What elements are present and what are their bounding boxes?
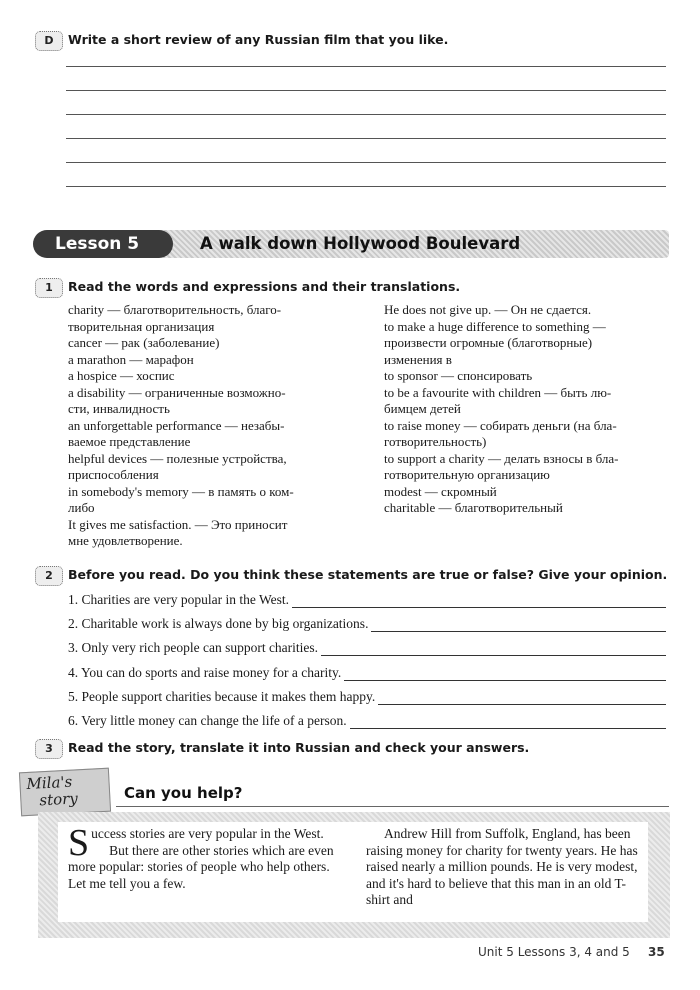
vocab-line: to make a huge difference to something —	[384, 318, 606, 334]
vocab-line: It gives me satisfaction. — Это приносит	[68, 516, 288, 532]
story-right-column: Andrew Hill from Suffolk, England, has been raising money for charity for twenty years. He has raised nearly a million pounds. He is very modest, and it's hard to believe that this man in an old T-shirt and	[366, 826, 638, 907]
vocab-line: He does not give up. — Он не сдается.	[384, 302, 592, 317]
vocab-line: charity — благотворительность, благо-	[68, 302, 282, 317]
answer-line[interactable]	[66, 66, 666, 67]
vocab-line: произвести огромные (благотворные)	[384, 335, 593, 350]
statement-row	[68, 687, 666, 705]
vocab-line: charitable — благотворительный	[384, 500, 563, 515]
vocab-line: in somebody's memory — в память о ком-	[68, 483, 294, 499]
answer-line[interactable]	[66, 138, 666, 139]
statement-row	[68, 638, 666, 656]
vocab-line: изменения в	[384, 351, 452, 367]
vocab-line: an unforgettable performance — незабы-	[68, 417, 285, 433]
opinion-blank[interactable]	[321, 641, 666, 656]
task-badge-3: 3	[35, 739, 63, 759]
vocab-line: to support a charity — делать взносы в бла-	[384, 450, 619, 466]
lesson-label: Lesson 5	[33, 230, 173, 258]
statement-text: 1. Charities are very popular in the West.	[68, 592, 289, 607]
task-3-instruction: Read the story, translate it into Russian and check your answers.	[68, 740, 530, 755]
statement-row	[68, 663, 666, 681]
vocabulary-right-column	[384, 302, 618, 517]
task-d-instruction: Write a short review of any Russian film that you like.	[68, 32, 449, 47]
vocab-line: готворительную организацию	[384, 467, 550, 482]
opinion-blank[interactable]	[292, 593, 666, 608]
page-number: 35	[648, 945, 665, 959]
task-1-instruction: Read the words and expressions and their translations.	[68, 279, 461, 294]
tag-line: Mila's	[26, 772, 73, 793]
answer-line[interactable]	[66, 90, 666, 91]
statement-text: 2. Charitable work is always done by big organizations.	[68, 616, 369, 632]
story-heading: Can you help?	[124, 784, 243, 802]
statement-text: 4. You can do sports and raise money for a charity.	[68, 664, 342, 680]
vocab-line: приспособления	[68, 467, 159, 482]
vocabulary-left-column	[68, 302, 294, 550]
task-badge-1: 1	[35, 278, 63, 298]
story-paragraph	[68, 822, 338, 864]
lesson-banner	[33, 230, 669, 258]
task-badge-d: D	[35, 31, 63, 51]
opinion-blank[interactable]	[371, 617, 666, 632]
opinion-blank[interactable]	[344, 666, 666, 681]
vocab-line: либо	[68, 500, 95, 515]
answer-line[interactable]	[66, 186, 666, 187]
paragraph-text: uccess stories are very popular in the West.	[91, 826, 324, 841]
tag-line: story	[38, 789, 79, 810]
vocab-line: helpful devices — полезные устройства,	[68, 450, 287, 466]
opinion-blank[interactable]	[350, 714, 666, 729]
vocab-line: to raise money — собирать деньги (на бла-	[384, 417, 617, 433]
vocab-line: сти, инвалидность	[68, 401, 170, 416]
vocab-line: a hospice — хоспис	[68, 368, 175, 383]
vocab-line: бимцем детей	[384, 401, 461, 416]
statement-row	[68, 614, 666, 632]
statement-row	[68, 711, 666, 729]
answer-line[interactable]	[66, 162, 666, 163]
statement-text: 6. Very little money can change the life of a person.	[68, 713, 347, 728]
statement-row	[68, 590, 666, 608]
footer-unit: Unit 5 Lessons 3, 4 and 5	[478, 945, 630, 959]
vocab-line: cancer — рак (заболевание)	[68, 335, 220, 350]
milas-story-tag	[19, 768, 111, 817]
vocab-line: творительная организация	[68, 318, 215, 334]
task-2-instruction: Before you read. Do you think these statements are true or false? Give your opinion.	[68, 567, 668, 582]
opinion-blank[interactable]	[378, 690, 666, 705]
vocab-line: to be a favourite with children — быть лю-	[384, 384, 612, 400]
vocab-line: a disability — ограниченные возможно-	[68, 384, 286, 400]
answer-line[interactable]	[66, 114, 666, 115]
story-paragraph: But there are other stories which are even more popular: stories of people who help others. Let me tell you a few.	[68, 842, 334, 891]
story-left-column	[68, 822, 338, 892]
vocab-line: мне удовлетворение.	[68, 533, 183, 548]
story-rule	[116, 806, 669, 807]
statement-text: 3. Only very rich people can support charities.	[68, 640, 319, 656]
vocab-line: готворительность)	[384, 434, 487, 449]
vocab-line: to sponsor — спонсировать	[384, 368, 533, 383]
vocab-line: a marathon — марафон	[68, 351, 194, 367]
task-badge-2: 2	[35, 566, 63, 586]
vocab-line: ваемое представление	[68, 434, 191, 449]
vocab-line: modest — скромный	[384, 483, 497, 499]
statement-text: 5. People support charities because it makes them happy.	[68, 688, 376, 704]
lesson-title: A walk down Hollywood Boulevard	[200, 234, 521, 253]
drop-cap: S	[68, 822, 90, 864]
